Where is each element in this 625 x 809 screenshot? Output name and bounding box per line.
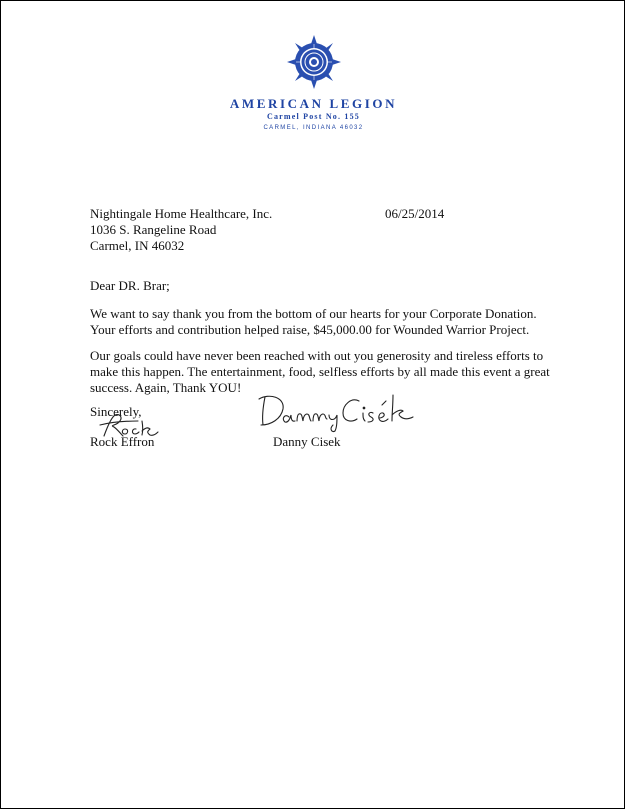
american-legion-emblem-icon bbox=[287, 35, 341, 89]
body-line: Our goals could have never been reached with out you generosity and tireless efforts to bbox=[90, 348, 544, 363]
recipient-street: 1036 S. Rangeline Road bbox=[90, 222, 217, 237]
signer-2-name: Danny Cisek bbox=[273, 434, 341, 449]
recipient-name: Nightingale Home Healthcare, Inc. bbox=[90, 206, 273, 221]
body-paragraph-1 bbox=[90, 306, 550, 338]
closing: Sincerely, bbox=[90, 404, 142, 419]
organization-name: AMERICAN LEGION bbox=[229, 96, 398, 111]
body-line: We want to say thank you from the bottom of our hearts for your Corporate Donation. bbox=[90, 306, 537, 321]
signature-danny-cisek bbox=[255, 391, 421, 433]
recipient-city: Carmel, IN 46032 bbox=[90, 238, 185, 253]
body-line: success. Again, Thank YOU! bbox=[90, 380, 242, 395]
body-paragraph-2 bbox=[90, 348, 550, 396]
body-line: make this happen. The entertainment, food, selfless efforts by all made this event a great bbox=[90, 364, 550, 379]
salutation: Dear DR. Brar; bbox=[90, 278, 170, 293]
letterhead-city: CARMEL, INDIANA 46032 bbox=[263, 125, 364, 131]
post-number: Carmel Post No. 155 bbox=[266, 112, 360, 121]
body-line: Your efforts and contribution helped raise, $45,000.00 for Wounded Warrior Project. bbox=[90, 322, 530, 337]
signer-1-name: Rock Effron bbox=[90, 434, 155, 449]
letter-date: 06/25/2014 bbox=[385, 206, 445, 221]
